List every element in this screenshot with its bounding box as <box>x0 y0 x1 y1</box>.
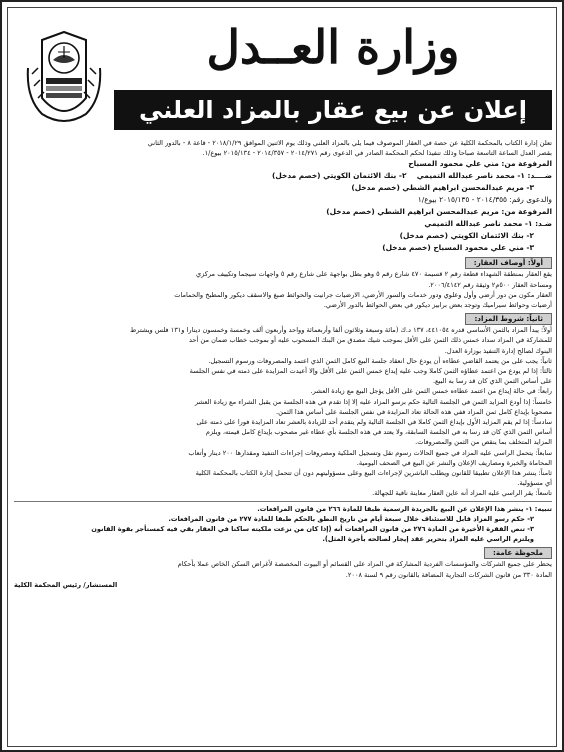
section1-title: أولاً: أوصاف العقار: <box>465 257 552 269</box>
section1-line: يقع العقار بمنطقة الشهداء قطعة رقم ٢ قسيمة ٤٧٠ شارع رقم ٥ وهو بطل بواجهة على شارع رقم ٥ واجهات سيجما وتكييف مركزي <box>195 270 552 279</box>
section2-line: تاسعاً: يقر الراسي عليه المزاد أنه عاين العقار معاينة نافية للجهالة. <box>372 489 552 498</box>
section2-line: المحاماة والخبرة ومصاريف الإعلان والنشر عن البيع في الصحف اليومية. <box>356 458 552 467</box>
section2-line: البنوك لصالح إدارة التنفيذ بوزارة العدل. <box>444 346 552 355</box>
header <box>8 8 558 136</box>
announcement-body <box>14 138 552 743</box>
section2-line: أساس الثمن الذي كان قد رسا به في الجلسة السابقة، ولا يعتد في هذه الجلسة بأي عطاء غير مصحوب بإيداع كامل قيمته، ويلزم <box>205 428 552 437</box>
announcement-banner: إعلان عن بيع عقار بالمزاد العلني <box>114 90 552 130</box>
note-line: ٢- حكم رسو المزاد قابل للاستئناف خلال سبعة أيام من تاريخ النطق بالحكم طبقا للمادة ٢٧٧ من قانون المرافعات. <box>168 514 534 523</box>
section1-line: ومساحة العقار ٥٠٠م٢ وثيقة رقم ٢٠٠٦/٤١٤٢. <box>428 280 552 289</box>
announcement-frame <box>7 7 557 747</box>
intro-line: بقصر العدل الساعة التاسعة صباحا وذلك تنفيذا لحكم المحكمة الصادر في الدعوى رقم ٢٠١٤/٢٧١ - ٢٠١٤/٣٥٧ - ٢٠١٥/١٣٤ بيوع/١. <box>202 149 552 158</box>
section2-line: سابعاً: يتحمل الراسي عليه المزاد في جميع الحالات رسوم نقل وتسجيل الملكية ومصروفات إجراءات التنفيذ ومقدارها ٢٠٠ دينار وأتعاب <box>188 448 552 457</box>
section2-line: على أساس الثمن الذي كان قد رسا به البيع. <box>432 377 552 386</box>
plaintiff2-row <box>14 206 552 218</box>
defendants-row <box>14 170 552 182</box>
section-heading <box>14 547 552 559</box>
section-heading <box>14 313 552 325</box>
section2-line: للمشاركة في المزاد سداد خمس ذلك الثمن على الأقل بموجب شيك مصدق من البنك المسحوب عليه أو بموجب خطاب ضمان من أحد <box>188 336 552 345</box>
section1-line: العقار مكون من دور أرضي وأول وعلوي ودور خدمات والسور الأرضي، الارضيات جرانيت والحوائط صبغ والاسقف ديكور والمطبخ والحمامات <box>174 290 552 299</box>
defendants2-row <box>14 218 552 230</box>
defendants2-label: ضـد: <box>535 219 552 229</box>
note-line: تنبيه: ١- ينشر هذا الإعلان عن البيع بالجريدة الرسمية طبقا للمادة ٢٦٦ من قانون المرافعات. <box>257 504 552 513</box>
general-note-line: يحظر على جميع الشركات والمؤسسات الفردية المشاركة في المزاد على القسائم أو البيوت المخصصة لأغراض السكن الخاص عملا بأحكام <box>177 560 552 569</box>
defendant2-1: ١- محمد ناصر عبدالله التميمي <box>424 219 533 229</box>
section2-line: ثامناً: ينشر هذا الإعلان تطبيقا للقانون ويطلب الباشرين لإجراءات البيع وعلى مسؤوليتهم دون أن تتحمل إدارة الكتاب بالمحكمة الكلية <box>195 469 552 478</box>
section2-line: المزايد المتخلف بما ينقص من الثمن والمصروفات. <box>415 438 552 447</box>
section2-line: خامساً: إذا أودع المزايد الثمن في الجلسة التالية حكم برسو المزاد عليه إلا إذا تقدم في هذه الجلسة من يقبل الشراء مع زيادة العشر <box>194 397 552 406</box>
defendant2-2: ٢- بنك الائتمان الكويتي (خصم مدخل) <box>399 231 534 241</box>
section2-title: ثانياً: شروط المزاد: <box>465 313 552 325</box>
plaintiff2-label: المرفوعة من: <box>501 207 552 217</box>
signature: المستشار/ رئيس المحكمة الكلية <box>14 580 118 589</box>
note-line: ٣- تنص الفقرة الأخيرة من المادة ٢٧٦ من قانون المرافعات أنه (إذا كان من نزعت ملكيته ساكنا في العقار بقي فيه كمستأجر بقوة القانون <box>91 525 534 534</box>
plaintiff-row <box>14 158 552 170</box>
section2-line: سادساً: إذا لم يقم المزايد الأول بإيداع الثمن كاملا في الجلسة التالية ولم يتقدم أحد للزيادة بالعشر تعاد المزايدة فورا على ذمته على <box>196 418 552 427</box>
divider <box>14 501 552 502</box>
plaintiff-name: مني علي محمود المسباح <box>408 159 499 169</box>
plaintiff2-name: مريم عبدالمحسن ابراهيم الشطي (خصم مدخل) <box>326 207 499 217</box>
defendant-3: ٣- مريم عبدالمحسن ابراهيم الشطي (خصم مدخل) <box>351 183 534 193</box>
plaintiff-label: المرفوعة من: <box>501 159 552 169</box>
defendant2-3: ٣- مني علي محمود المسباح (خصم مدخل) <box>382 243 534 253</box>
defendants-label: ضــــد: <box>527 171 552 181</box>
section2-line: أي مسؤولية. <box>517 479 552 488</box>
kuwait-emblem-icon <box>22 28 106 130</box>
general-note-title: ملحوظة عامة: <box>484 547 552 559</box>
section2-line: رابعاً: في حالة إيداع من اعتمد عطاءه خمس الثمن على الأقل يؤجل البيع مع زيادة العشر. <box>310 387 552 396</box>
defendant-1: ١- محمد ناصر عبدالله التميمي <box>416 171 525 181</box>
general-note-line: المادة ٣٣٠ من قانون الشركات التجارية المضافة بالقانون رقم ٩ لسنة ٢٠٠٨. <box>345 570 552 579</box>
note-line: ويلتزم الراسي عليه المزاد بتحرير عقد إيجار لصالحه بأجرة المثل). <box>322 535 534 544</box>
ministry-title: وزارة العــدل <box>206 20 460 74</box>
case-2: والدعوى رقم: ٢٠١٤/٣٥٥ - ٢٠١٥/١٣٥ بيوع/١ <box>417 195 552 205</box>
section2-line: ثانياً: يجب على من يعتمد القاضي عطاءه أن يودع حال انعقاد جلسة البيع كامل الثمن الذي اعتمد والمصروفات ورسوم التسجيل. <box>208 356 552 365</box>
section2-line: مصحوبا بإيداع كامل ثمن المزاد ففي هذه الحالة تعاد المزايدة في نفس الجلسة على أساس هذا الثمن. <box>276 407 552 416</box>
section2-line: أولاً: يبدأ المزاد بالثمن الأساسي قدره ٤٤١٠٥٤، ١٣٧ د.ك (مائة وسبعة وثلاثون ألفا وأربعمائة وواحد وأربعون ألف وخمسة وخمسون دينارا و١٣١ فلس ويشترط <box>130 326 552 335</box>
intro-line: تعلن إدارة الكتاب بالمحكمة الكلية عن حصة في العقار الموصوف فيما يلي بالمزاد العلني وذلك يوم الاثنين الموافق ٢٠١٨/١/٢٩ - قاعة ٨ - بالدور الثاني <box>147 139 552 147</box>
defendant-2: ٢- بنك الائتمان الكويتي (خصم مدخل) <box>272 171 407 181</box>
section-heading <box>14 257 552 269</box>
section2-line: ثالثاً: إذا لم يودع من اعتمد عطاؤه الثمن كاملا وجب عليه إيداع خمس الثمن على الأقل وإلا أعيدت المزايدة على ذمته في نفس الجلسة <box>189 367 552 376</box>
section1-line: أرضيات وحوائط سيراميك وتوجد بعض برابيز ديكور في بعض الحوائط بالدور الأرضي. <box>323 301 552 310</box>
